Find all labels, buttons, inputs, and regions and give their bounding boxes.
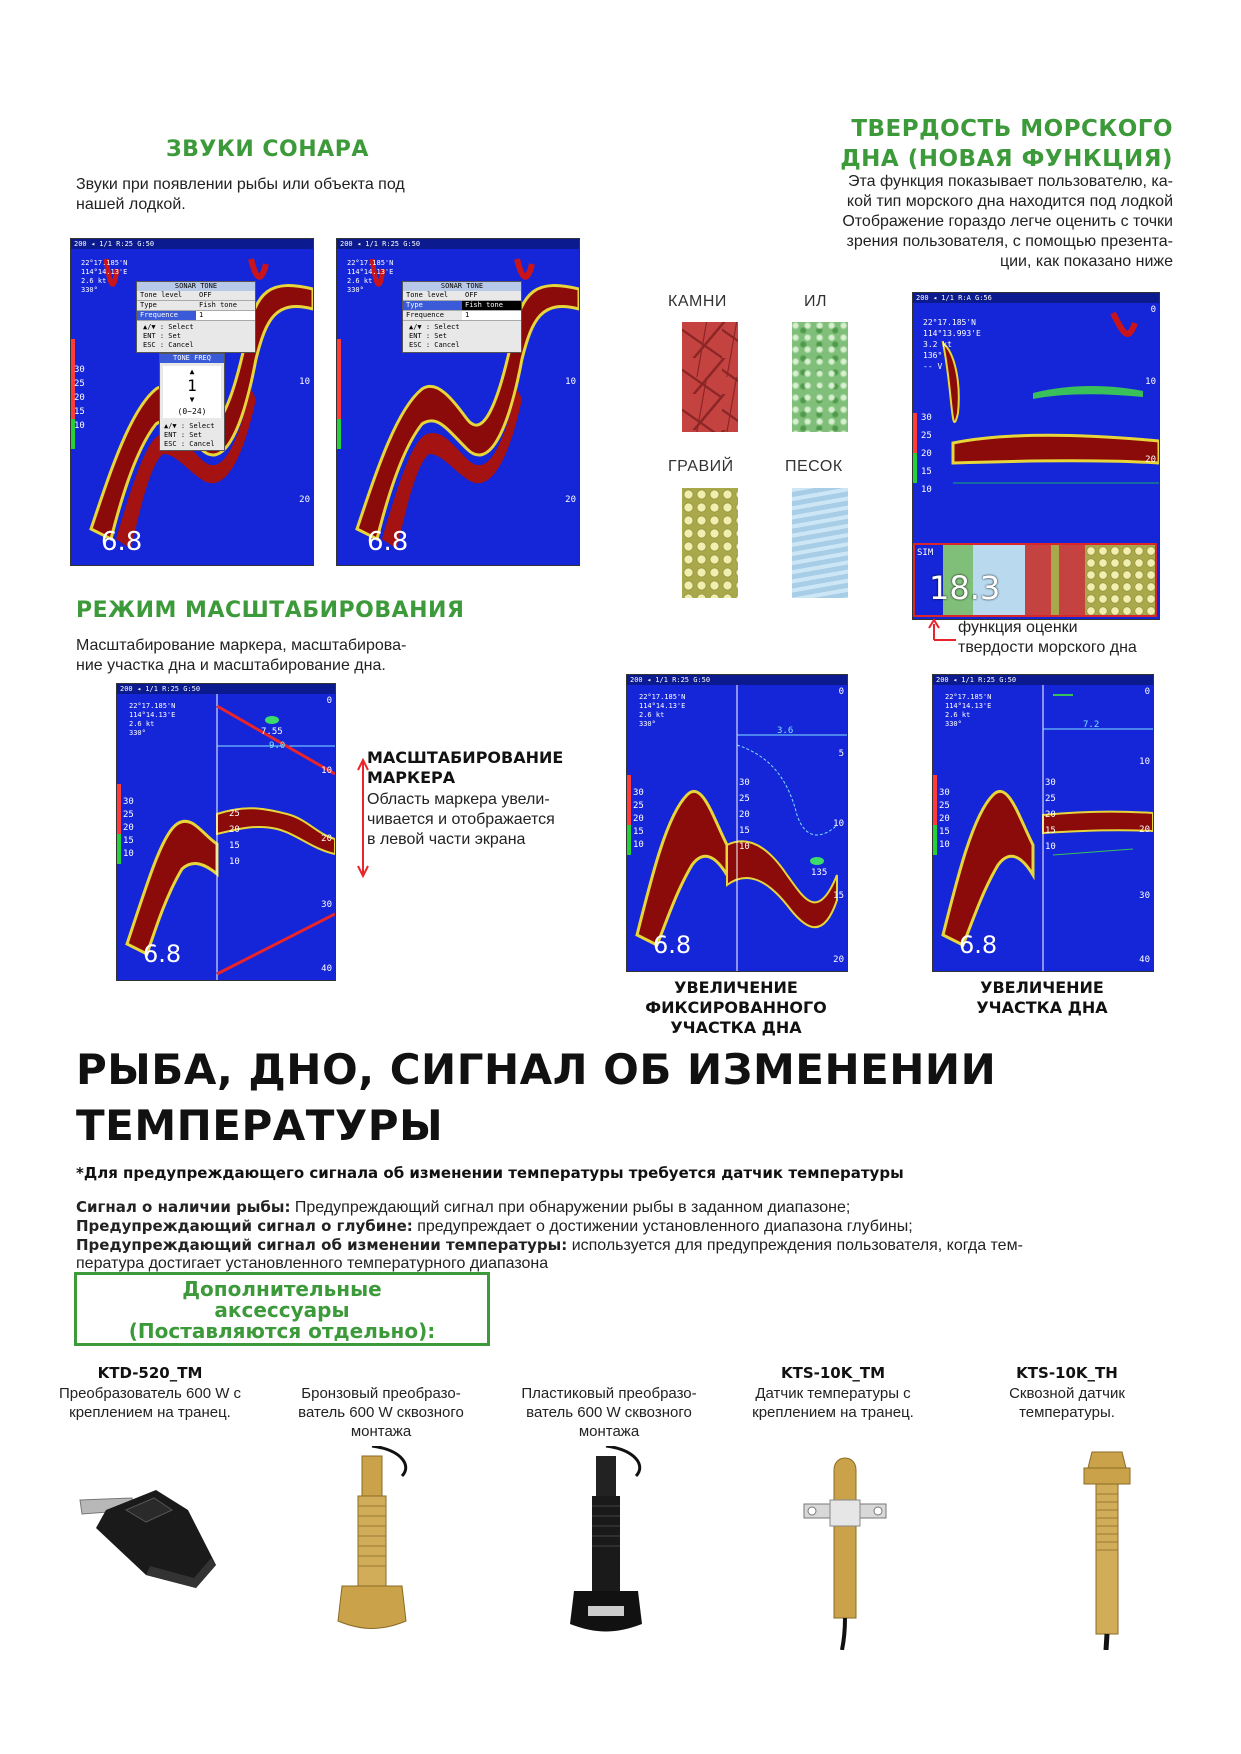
- heading: 330°: [81, 286, 98, 294]
- desc-line: зрения пользователя, с помощью презента-: [846, 233, 1173, 250]
- sonar-screen-hardness: [912, 292, 1160, 620]
- tone-freq-dialog[interactable]: [159, 353, 225, 451]
- scale-right-10: 10: [321, 766, 332, 776]
- scale-right-40: 40: [1139, 955, 1150, 965]
- nav-coords: [945, 693, 991, 729]
- desc-line: Сквозной датчик: [1009, 1385, 1125, 1402]
- scale-right-0: 0: [326, 696, 332, 706]
- accessory-kts-10k-tm: [726, 1364, 940, 1422]
- scale-tick: 15: [229, 841, 240, 851]
- voltage: -- V: [923, 362, 943, 371]
- nav-coords: [923, 317, 981, 372]
- scale-tick: 10: [739, 842, 750, 852]
- transom-temp-sensor-icon: [800, 1450, 890, 1650]
- scale-right-30: 30: [321, 900, 332, 910]
- speed: 2.6 kt: [81, 277, 107, 285]
- bottom-zoom-caption: [932, 978, 1152, 1018]
- nav-coords: [81, 259, 127, 295]
- scale-tick: 15: [939, 827, 950, 837]
- scale-mid: [229, 806, 240, 870]
- scale-tick: 10: [123, 849, 134, 859]
- accessory-ktd-520-tm: [32, 1364, 268, 1422]
- title-line: МАСШТАБИРОВАНИЕ: [367, 748, 564, 767]
- scale-tick: 20: [739, 810, 750, 820]
- desc-line: кой тип морского дна находится под лодкой: [846, 193, 1173, 210]
- accessory-name: KTS-10K_TH: [1016, 1364, 1118, 1382]
- scale-tick: 30: [739, 778, 750, 788]
- accessory-desc: [726, 1384, 940, 1422]
- coord-lat: 22°17.185'N: [945, 693, 992, 701]
- depth-readout: 6.8: [653, 931, 692, 959]
- marker-depth: 7.2: [1083, 720, 1100, 730]
- scale-tick: 25: [123, 810, 134, 820]
- menu-value: 1: [196, 311, 255, 320]
- heading: 330°: [945, 720, 962, 728]
- label-gravel: ГРАВИЙ: [668, 458, 734, 475]
- scale-tick: 20: [633, 814, 644, 824]
- menu-row-frequence[interactable]: [137, 311, 255, 321]
- screen-topbar: 200 ◂ 1/1 R:25 G:50: [117, 684, 335, 694]
- scale-tick: 15: [633, 827, 644, 837]
- nav-coords: [347, 259, 393, 295]
- sonar-sounds-desc: [76, 175, 405, 215]
- desc-line: Преобразователь 600 W с: [58, 1385, 242, 1402]
- desc-line: чивается и отображается: [367, 811, 555, 828]
- scale-tick: 20: [74, 393, 85, 403]
- accessory-name: KTS-10K_TM: [780, 1364, 886, 1382]
- menu-value: Fish tone: [199, 301, 237, 309]
- scale-tick: 25: [1045, 794, 1056, 804]
- depth-readout: 18.3: [929, 569, 1001, 607]
- marker-depth: 3.6: [777, 726, 794, 736]
- accessory-desc: [32, 1384, 268, 1422]
- menu-key: Tone level: [140, 291, 183, 299]
- down-arrow-icon[interactable]: ▼: [189, 395, 195, 404]
- desc-line: креплением на транец.: [752, 1404, 914, 1421]
- scale-tick: 20: [123, 823, 134, 833]
- scale-tick: 10: [1045, 842, 1056, 852]
- accessory-name: [272, 1364, 490, 1382]
- coord-lon: 114°14.13'E: [639, 702, 686, 710]
- scale-left: [633, 787, 644, 852]
- alarm-note: *Для предупреждающего сигнала об изменении температуры требуется датчик температуры: [76, 1164, 904, 1182]
- scale-right-20: 20: [1145, 455, 1156, 465]
- scale-tick: 20: [229, 825, 240, 835]
- marker-depth: 9.0: [269, 741, 286, 751]
- silt-texture: [792, 322, 848, 432]
- menu-row-tone-level[interactable]: [137, 291, 255, 301]
- scale-tick: 10: [939, 840, 950, 850]
- dialog-hint: ESC : Cancel: [164, 440, 215, 448]
- coord-lat: 22°17.185'N: [81, 259, 128, 267]
- speed: 3.2 kt: [923, 340, 952, 349]
- scale-right-20: 20: [833, 955, 844, 965]
- speed: 2.6 kt: [945, 711, 971, 719]
- accessory-plastic-through-hull: [494, 1364, 724, 1441]
- freq-range: (0~24): [177, 407, 207, 416]
- coord-lat: 22°17.185'N: [129, 702, 176, 710]
- scale-tick: 30: [1045, 778, 1056, 788]
- scale-tick: 30: [74, 365, 85, 375]
- title-line: МАРКЕРА: [367, 768, 456, 787]
- caption-line: функция оценки: [958, 619, 1078, 636]
- sonar-screen-bottom-zoom: [932, 674, 1154, 972]
- scale-left: [74, 363, 85, 433]
- scale-right-20: 20: [321, 834, 332, 844]
- desc-line: ции, как показано ниже: [999, 253, 1173, 270]
- zoom-title: РЕЖИМ МАСШТАБИРОВАНИЯ: [76, 598, 465, 623]
- menu-hint: ▲/▼ : Select: [143, 323, 194, 331]
- alarm-label: Предупреждающий сигнал о глубине:: [76, 1217, 413, 1235]
- scale-tick: 20: [921, 449, 932, 459]
- scale-right-5: 5: [838, 749, 844, 759]
- sonar-tone-menu[interactable]: [136, 281, 256, 353]
- menu-hint: ENT : Set: [143, 332, 181, 340]
- screen-topbar: 200 ◂ 1/1 R:25 G:50: [337, 239, 579, 249]
- desc-line: Отображение гораздо легче оценить с точки: [842, 213, 1173, 230]
- menu-key: Type: [140, 301, 157, 309]
- desc-line: Эта функция показывает пользователю, ка-: [848, 173, 1173, 190]
- fixed-zoom-caption: [626, 978, 846, 1038]
- speed: 2.6 kt: [347, 277, 373, 285]
- fish-depth: 7.55: [261, 727, 283, 737]
- accessories-box: [74, 1272, 490, 1346]
- nav-coords: [639, 693, 685, 729]
- heading: 330°: [639, 720, 656, 728]
- rocks-texture: [682, 322, 738, 432]
- bronze-transducer-icon: [332, 1446, 422, 1636]
- dialog-hint: ▲/▼ : Select: [164, 422, 215, 430]
- coord-lat: 22°17.185'N: [347, 259, 394, 267]
- title-line: ТВЕРДОСТЬ МОРСКОГО: [851, 116, 1173, 142]
- desc-line: монтажа: [350, 1423, 412, 1440]
- scale-right-10: 10: [565, 377, 576, 387]
- alarm-item: [76, 1198, 1166, 1217]
- scale-tick: 30: [921, 413, 932, 423]
- accessory-desc: [272, 1384, 490, 1441]
- caption-line: ФИКСИРОВАННОГО: [645, 998, 827, 1017]
- scale-tick: 10: [633, 840, 644, 850]
- accessory-name: KTD-520_TM: [97, 1364, 203, 1382]
- nav-coords: [129, 702, 175, 738]
- menu-key: Type: [406, 301, 423, 309]
- depth-readout: 6.8: [101, 527, 143, 557]
- label-sand: ПЕСОК: [785, 458, 843, 475]
- desc-line: ватель 600 W сквозного: [526, 1404, 692, 1421]
- sonar-screen-tone-freq: [70, 238, 314, 566]
- accessory-kts-10k-th: [960, 1364, 1174, 1422]
- accessory-desc: [960, 1384, 1174, 1422]
- scale-tick: 25: [229, 809, 240, 819]
- scale-tick: 30: [939, 788, 950, 798]
- desc-line: Область маркера увели-: [367, 791, 550, 808]
- scale-tick: 15: [921, 467, 932, 477]
- hardness-caption: [958, 618, 1137, 658]
- menu-key: Tone level: [406, 291, 449, 299]
- depth-readout: 6.8: [959, 931, 998, 959]
- scale-tick: 20: [1045, 810, 1056, 820]
- depth-readout: 6.8: [367, 527, 409, 557]
- coord-lat: 22°17.185'N: [639, 693, 686, 701]
- menu-hint: ESC : Cancel: [143, 341, 194, 349]
- desc-line: Датчик температуры с: [755, 1385, 911, 1402]
- transom-transducer-icon: [76, 1470, 226, 1600]
- desc-line: Звуки при появлении рыбы или объекта под: [76, 176, 405, 193]
- sonar-screen-tone-menu: [336, 238, 580, 566]
- menu-value: 1: [462, 311, 521, 320]
- fish-depth: 135: [811, 868, 828, 878]
- caption-line: твердости морского дна: [958, 639, 1137, 656]
- box-line: Дополнительные: [182, 1277, 382, 1301]
- scale-tick: 30: [123, 797, 134, 807]
- scale-right-0: 0: [838, 687, 844, 697]
- scale-right-0: 0: [1144, 687, 1150, 697]
- menu-hint: ESC : Cancel: [409, 341, 460, 349]
- screen-topbar: 200 ◂ 1/1 R:25 G:50: [71, 239, 313, 249]
- alarm-item: [76, 1217, 1166, 1236]
- scale-tick: 25: [921, 431, 932, 441]
- caption-line: УЧАСТКА ДНА: [976, 998, 1108, 1017]
- alarm-label: Предупреждающий сигнал об изменении температуры:: [76, 1236, 568, 1254]
- desc-line: в левой части экрана: [367, 831, 526, 848]
- menu-row-tone-level[interactable]: [403, 291, 521, 301]
- scale-mid: [739, 775, 750, 855]
- scale-tick: 15: [123, 836, 134, 846]
- desc-line: креплением на транец.: [69, 1404, 231, 1421]
- scale-right-20: 20: [299, 495, 310, 505]
- scale-right-10: 10: [1139, 757, 1150, 767]
- box-line: (Поставляются отдельно):: [128, 1319, 436, 1343]
- scale-right-30: 30: [1139, 891, 1150, 901]
- coord-lon: 114°14.13'E: [347, 268, 394, 276]
- scale-tick: 25: [939, 801, 950, 811]
- hardness-desc: [842, 172, 1173, 272]
- scale-right-40: 40: [321, 964, 332, 974]
- desc-line: Масштабирование маркера, масштабирова-: [76, 637, 407, 654]
- sonar-sounds-title: ЗВУКИ СОНАРА: [166, 137, 369, 162]
- scale-right-10: 10: [1145, 377, 1156, 387]
- speed: 2.6 kt: [639, 711, 665, 719]
- scale-tick: 25: [739, 794, 750, 804]
- scale-left: [123, 796, 134, 861]
- through-hull-temp-sensor-icon: [1072, 1450, 1142, 1650]
- alarm-continuation: пература достигает установленного температурного диапазона: [76, 1255, 549, 1272]
- desc-line: температуры.: [1019, 1404, 1115, 1421]
- alarm-list: [76, 1198, 1166, 1273]
- alarm-text: Предупреждающий сигнал при обнаружении рыбы в заданном диапазоне;: [290, 1199, 851, 1216]
- menu-row-type[interactable]: [403, 301, 521, 311]
- sonar-screen-marker-zoom: [116, 683, 336, 981]
- scale-right-10: 10: [833, 819, 844, 829]
- marker-zoom-title: [367, 748, 563, 788]
- scale-tick: 10: [921, 485, 932, 495]
- scale-tick: 15: [739, 826, 750, 836]
- accessory-desc: [494, 1384, 724, 1441]
- screen-topbar: 200 ◂ 1/1 R:A G:56: [913, 293, 1159, 303]
- caption-line: УЧАСТКА ДНА: [670, 1018, 802, 1037]
- caption-line: УВЕЛИЧЕНИЕ: [980, 978, 1104, 997]
- menu-hint: ENT : Set: [409, 332, 447, 340]
- desc-line: Бронзовый преобразо-: [301, 1385, 461, 1402]
- scale-tick: 10: [229, 857, 240, 867]
- box-line: аксессуары: [214, 1298, 350, 1322]
- menu-title: SONAR TONE: [137, 282, 255, 291]
- alarm-item: [76, 1236, 1166, 1255]
- coord-lon: 114°13.993'E: [923, 329, 981, 338]
- hardness-title: [840, 114, 1173, 174]
- scale-tick: 30: [633, 788, 644, 798]
- scale-tick: 15: [74, 407, 85, 417]
- desc-line: ватель 600 W сквозного: [298, 1404, 464, 1421]
- alarm-label: Сигнал о наличии рыбы:: [76, 1198, 291, 1216]
- menu-row-type[interactable]: [137, 301, 255, 311]
- menu-value: OFF: [199, 291, 212, 299]
- caption-line: УВЕЛИЧЕНИЕ: [674, 978, 798, 997]
- scale-tick: 20: [939, 814, 950, 824]
- scale-mid: [1045, 775, 1056, 855]
- screen-topbar: 200 ◂ 1/1 R:25 G:50: [627, 675, 847, 685]
- menu-row-frequence[interactable]: [403, 311, 521, 321]
- sonar-screen-fixed-zoom: [626, 674, 848, 972]
- heading: 330°: [347, 286, 364, 294]
- sonar-tone-menu[interactable]: [402, 281, 522, 353]
- scale-tick: 15: [1045, 826, 1056, 836]
- scale-right-20: 20: [565, 495, 576, 505]
- scale-right-20: 20: [1139, 825, 1150, 835]
- desc-line: монтажа: [578, 1423, 640, 1440]
- title-line: ДНА (НОВАЯ ФУНКЦИЯ): [840, 146, 1173, 172]
- desc-line: Пластиковый преобразо-: [521, 1385, 697, 1402]
- coord-lon: 114°14.13'E: [81, 268, 128, 276]
- marker-zoom-desc: [367, 790, 555, 850]
- caption-arrow-icon: [928, 614, 958, 642]
- heading: 330°: [129, 729, 146, 737]
- menu-hint: ▲/▼ : Select: [409, 323, 460, 331]
- accessory-bronze-through-hull: [272, 1364, 490, 1441]
- sand-texture: [792, 488, 848, 598]
- heading: 136°: [923, 351, 943, 360]
- menu-key: Frequence: [140, 311, 178, 319]
- menu-value: Fish tone: [462, 301, 521, 310]
- alarm-text: предупреждает о достижении установленного диапазона глубины;: [412, 1218, 913, 1235]
- scale-tick: 25: [633, 801, 644, 811]
- scale-right-0: 0: [1150, 305, 1156, 315]
- depth-readout: 6.8: [143, 940, 182, 968]
- coord-lat: 22°17.185'N: [923, 318, 976, 327]
- sim-badge: SIM: [917, 548, 934, 558]
- label-rocks: КАМНИ: [668, 293, 727, 310]
- desc-line: нашей лодкой.: [76, 196, 186, 213]
- dialog-hint: ENT : Set: [164, 431, 202, 439]
- accessory-name: [494, 1364, 724, 1382]
- alarm-title: [76, 1042, 996, 1154]
- desc-line: ние участка дна и масштабирование дна.: [76, 657, 386, 674]
- speed: 2.6 kt: [129, 720, 155, 728]
- menu-value: OFF: [465, 291, 478, 299]
- scale-tick: 10: [74, 421, 85, 431]
- scale-left: [939, 787, 950, 852]
- coord-lon: 114°14.13'E: [129, 711, 176, 719]
- gravel-texture: [682, 488, 738, 598]
- scale-tick: 25: [74, 379, 85, 389]
- plastic-transducer-icon: [566, 1446, 656, 1636]
- alarm-text: используется для предупреждения пользователя, когда тем-: [567, 1237, 1023, 1254]
- title-line: РЫБА, ДНО, СИГНАЛ ОБ ИЗМЕНЕНИИ: [76, 1045, 997, 1094]
- dialog-title: TONE FREQ: [160, 354, 224, 363]
- title-line: ТЕМПЕРАТУРЫ: [76, 1101, 444, 1150]
- menu-key: Frequence: [406, 311, 444, 319]
- menu-title: SONAR TONE: [403, 282, 521, 291]
- scale-right-10: 10: [299, 377, 310, 387]
- zoom-desc: [76, 636, 406, 676]
- freq-value: 1: [187, 376, 197, 395]
- coord-lon: 114°14.13'E: [945, 702, 992, 710]
- scale-left: [921, 409, 932, 499]
- up-arrow-icon[interactable]: ▲: [189, 367, 195, 376]
- label-silt: ИЛ: [804, 293, 827, 310]
- scale-right-15: 15: [833, 891, 844, 901]
- screen-topbar: 200 ◂ 1/1 R:25 G:50: [933, 675, 1153, 685]
